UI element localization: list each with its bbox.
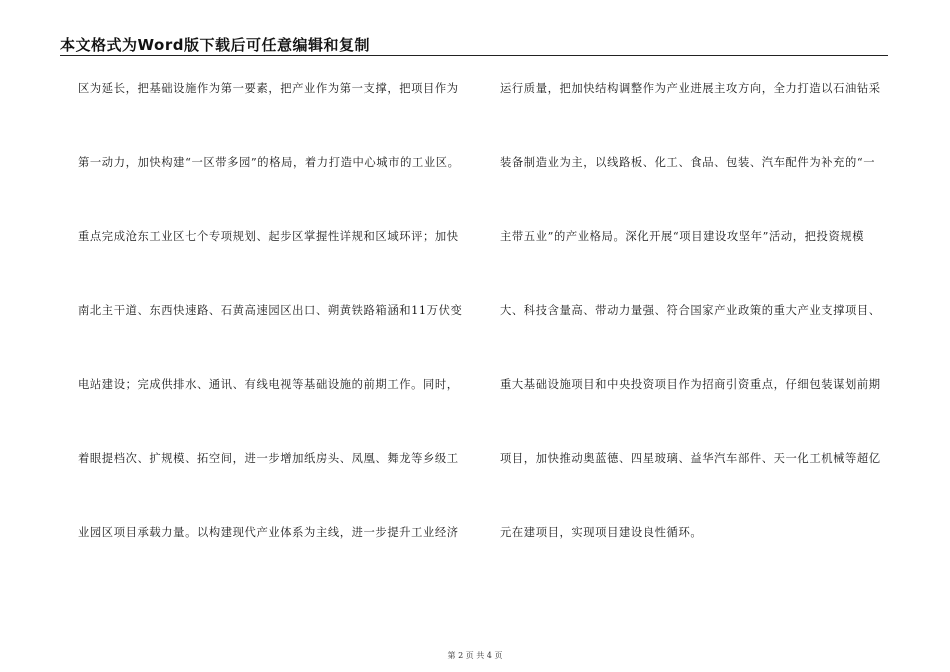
text-line: 大、科技含量高、带动力量强、符合国家产业政策的重大产业支撑项目、 [500,304,881,317]
text-line: 重大基础设施项目和中央投资项目作为招商引资重点，仔细包装谋划前期 [500,378,881,391]
text-line: 南北主干道、东西快速路、石黄高速园区出口、朔黄铁路箱涵和11万伏变 [78,304,463,317]
text-line: 项目，加快推动奥蓝德、四星玻璃、益华汽车部件、天一化工机械等超亿 [500,452,881,465]
page-number-footer: 第 2 页 共 4 页 [447,651,503,660]
header-divider [60,55,888,56]
text-line: 业园区项目承载力量。以构建现代产业体系为主线，进一步提升工业经济 [78,526,459,539]
text-line: 第一动力，加快构建“一区带多园”的格局，着力打造中心城市的工业区。 [78,156,460,169]
text-line: 装备制造业为主，以线路板、化工、食品、包装、汽车配件为补充的“一 [500,156,876,169]
text-line: 元在建项目，实现项目建设良性循环。 [500,526,703,539]
text-line: 重点完成沧东工业区七个专项规划、起步区掌握性详规和区域环评；加快 [78,230,459,243]
text-line: 区为延长，把基础设施作为第一要素，把产业作为第一支撑，把项目作为 [78,82,459,95]
text-line: 着眼提档次、扩规模、拓空间，进一步增加纸房头、凤凰、舞龙等乡级工 [78,452,459,465]
text-line: 主带五业”的产业格局。深化开展“项目建设攻坚年”活动，把投资规模 [500,230,865,243]
text-line: 电站建设；完成供排水、通讯、有线电视等基础设施的前期工作。同时， [78,378,459,391]
document-header-title: 本文格式为Word版下载后可任意编辑和复制 [60,36,370,54]
text-line: 运行质量，把加快结构调整作为产业进展主攻方向，全力打造以石油钻采 [500,82,881,95]
